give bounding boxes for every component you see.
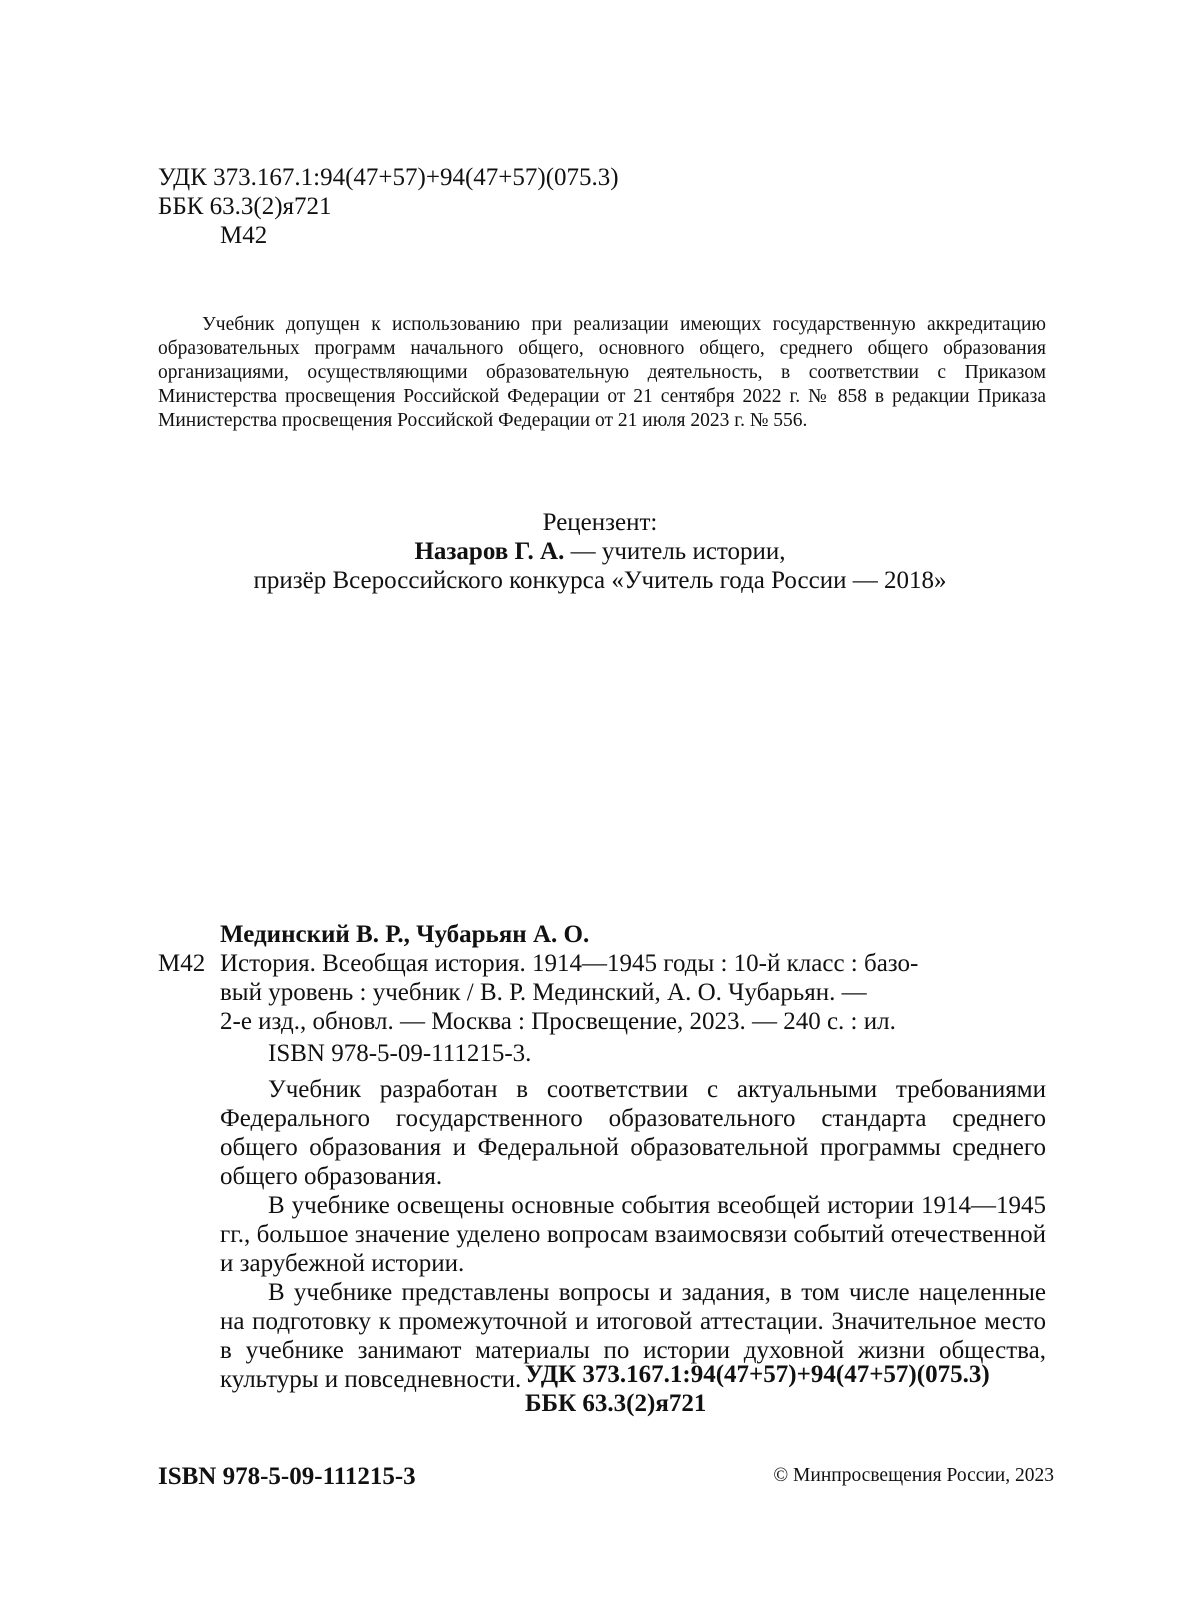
reviewer-block (0, 508, 1200, 595)
record-udk-code: УДК 373.167.1:94(47+57)+94(47+57)(075.3) (525, 1361, 990, 1388)
reviewer-line (0, 537, 1200, 566)
record-isbn: ISBN 978-5-09-111215-3. (268, 1040, 532, 1067)
record-entry (158, 949, 1046, 1036)
bbk-code: ББК 63.3(2)я721 (158, 193, 332, 220)
annotation-paragraph-3: В учебнике представлены вопросы и задания, в том числе нацеленные на подготовку к промежуточной и итоговой аттестации. Значительное место в учебнике занимают материалы по истории духовной жизни общества, культуры и повседневности. (220, 1279, 1046, 1393)
record-mark: М42 (158, 950, 206, 977)
annotation-paragraph-2: В учебнике освещены основные события всеобщей истории 1914—1945 гг., большое значение уделено вопросам взаимосвязи событий отечественной и зарубежной истории. (220, 1192, 1046, 1277)
record-description (220, 949, 1046, 1036)
footer-isbn: ISBN 978-5-09-111215-3 (158, 1463, 416, 1490)
description-line-1: История. Всеобщая история. 1914—1945 годы : 10-й класс : базо- (220, 950, 919, 977)
footer-copyright: © Минпросвещения России, 2023 (773, 1465, 1054, 1486)
record-classification-codes (525, 1360, 1055, 1418)
record-authors: Мединский В. Р., Чубарьян А. О. (220, 921, 590, 948)
annotation-paragraph-1: Учебник разработан в соответствии с актуальными требованиями Федерального государственного образовательного стандарта среднего общего образования и Федеральной образовательной программы среднего общего образования. (220, 1076, 1046, 1190)
approval-notice (158, 313, 1046, 433)
reviewer-role: — учитель истории, (564, 538, 786, 565)
approval-text: Учебник допущен к использованию при реализации имеющих государственную аккредитацию образовательных программ начального общего, основного общего, среднего общего образования организациями, осуществляющими образовательную деятельность, в соответствии с Приказом Министерства просвещения Российской Федерации от 21 сентября 2022 г. № 858 в редакции Приказа Министерства просвещения Российской Федерации от 21 июля 2023 г. № 556. (158, 314, 1046, 431)
record-annotation (158, 1075, 1046, 1394)
reviewer-heading: Рецензент: (542, 509, 658, 536)
record-bbk-code: ББК 63.3(2)я721 (525, 1390, 707, 1417)
reviewer-name: Назаров Г. А. (414, 538, 565, 565)
reviewer-award: призёр Всероссийского конкурса «Учитель года России — 2018» (253, 567, 947, 594)
udk-code: УДК 373.167.1:94(47+57)+94(47+57)(075.3) (158, 164, 619, 191)
description-line-3: 2-е изд., обновл. — Москва : Просвещение, 2023. — 240 с. : ил. (220, 1008, 896, 1035)
description-line-2: вый уровень : учебник / В. Р. Мединский, А. О. Чубарьян. — (220, 979, 867, 1006)
classification-codes (158, 163, 758, 250)
bibliographic-record (158, 920, 1046, 1394)
author-mark: М42 (220, 222, 268, 249)
